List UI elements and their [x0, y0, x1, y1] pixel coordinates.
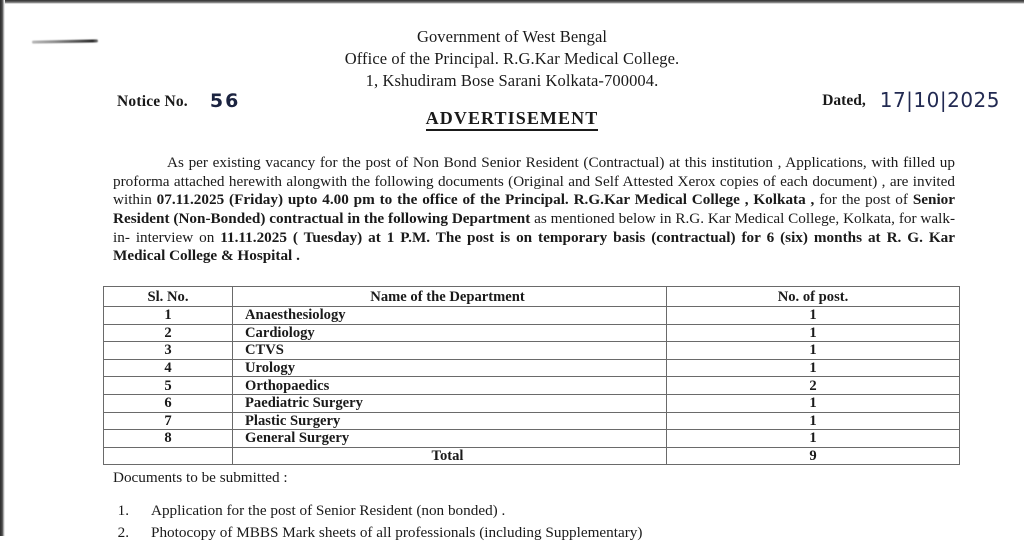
body-segment-5: as mentioned below in R.G. Kar Medical College, Kolkata, for walk-in- interview on	[113, 209, 955, 246]
cell-sl-no: 5	[104, 377, 233, 395]
body-segment-1: As per existing vacancy for the post of Non Bond Senior Resident (Contractual) at this institution , Applications, with filled up proforma attached herewith alongwith the following documents (Original and Self Attested Xerox copies of each document) , are invited within	[113, 154, 955, 209]
cell-department: Urology	[233, 359, 667, 377]
cell-no-of-post: 1	[667, 307, 960, 325]
documents-list	[113, 500, 953, 544]
list-item-text: Application for the post of Senior Resident (non bonded) .	[151, 502, 506, 519]
list-item-number: 2.	[117, 524, 129, 541]
vacancy-table	[103, 286, 960, 465]
cell-no-of-post: 1	[667, 324, 960, 342]
cell-department: Cardiology	[233, 324, 667, 342]
table-row	[104, 430, 960, 448]
cell-department: Orthopaedics	[233, 377, 667, 395]
cell-sl-no: 4	[104, 359, 233, 377]
letterhead-line-1: Government of West Bengal	[416, 27, 608, 46]
table-row	[104, 324, 960, 342]
table-row	[104, 412, 960, 430]
cell-department: Paediatric Surgery	[233, 394, 667, 412]
table-row	[104, 359, 960, 377]
cell-no-of-post: 2	[667, 377, 960, 395]
cell-sl-no: 8	[104, 430, 233, 448]
list-item	[113, 500, 953, 522]
total-blank-cell	[104, 447, 233, 465]
dated-label: Dated,	[822, 92, 866, 109]
cell-sl-no: 6	[104, 394, 233, 412]
dated-value: 17|10|2025	[879, 88, 1000, 112]
notice-number-label: Notice No.	[117, 93, 188, 110]
advertisement-body	[113, 154, 955, 266]
header-sl-no: Sl. No.	[104, 287, 233, 307]
page-title-text: ADVERTISEMENT	[426, 108, 599, 131]
cell-department: Plastic Surgery	[233, 412, 667, 430]
table-row	[104, 342, 960, 360]
table-header-row	[104, 287, 960, 307]
table-row	[104, 307, 960, 325]
table-row	[104, 394, 960, 412]
cell-department: General Surgery	[233, 430, 667, 448]
notice-number-value: 56	[209, 90, 241, 112]
vacancy-table-body	[104, 307, 960, 448]
cell-no-of-post: 1	[667, 342, 960, 360]
total-label: Total	[233, 447, 667, 465]
body-segment-6-bold: 11.11.2025 ( Tuesday) at 1 P.M. The post is on temporary basis (contractual) for 6 (six) months at R. G. Kar Medical College & Hospital .	[113, 228, 955, 265]
documents-heading: Documents to be submitted :	[113, 469, 288, 486]
scan-edge-top	[0, 0, 1024, 4]
header-no-of-post: No. of post.	[667, 287, 960, 307]
cell-no-of-post: 1	[667, 412, 960, 430]
letterhead-line-2: Office of the Principal. R.G.Kar Medical College.	[344, 48, 680, 68]
list-item-text: Photocopy of MBBS Mark sheets of all professionals (including Supplementary)	[151, 524, 643, 541]
cell-no-of-post: 1	[667, 430, 960, 448]
cell-no-of-post: 1	[667, 394, 960, 412]
letterhead	[0, 26, 1024, 92]
header-department: Name of the Department	[233, 287, 667, 307]
cell-department: Anaesthesiology	[233, 307, 667, 325]
cell-department: CTVS	[233, 342, 667, 360]
cell-sl-no: 2	[104, 324, 233, 342]
body-segment-3: for the post of	[819, 191, 913, 209]
vacancy-table-foot	[104, 447, 960, 465]
cell-sl-no: 7	[104, 412, 233, 430]
cell-no-of-post: 1	[667, 359, 960, 377]
letterhead-line-3: 1, Kshudiram Bose Sarani Kolkata-700004.	[365, 70, 659, 90]
body-segment-2-bold: 07.11.2025 (Friday) upto 4.00 pm to the office of the Principal. R.G.Kar Medical College , Kolkata ,	[156, 191, 820, 209]
cell-sl-no: 1	[104, 307, 233, 325]
table-total-row	[104, 447, 960, 465]
list-item-number: 1.	[117, 502, 129, 519]
table-row	[104, 377, 960, 395]
list-item	[113, 522, 953, 544]
page-title	[0, 108, 1024, 129]
vacancy-table-head	[104, 287, 960, 307]
cell-sl-no: 3	[104, 342, 233, 360]
body-segment-4-bold: Senior Resident (Non-Bonded) contractual in the following Department	[113, 191, 956, 227]
total-posts: 9	[667, 447, 960, 465]
